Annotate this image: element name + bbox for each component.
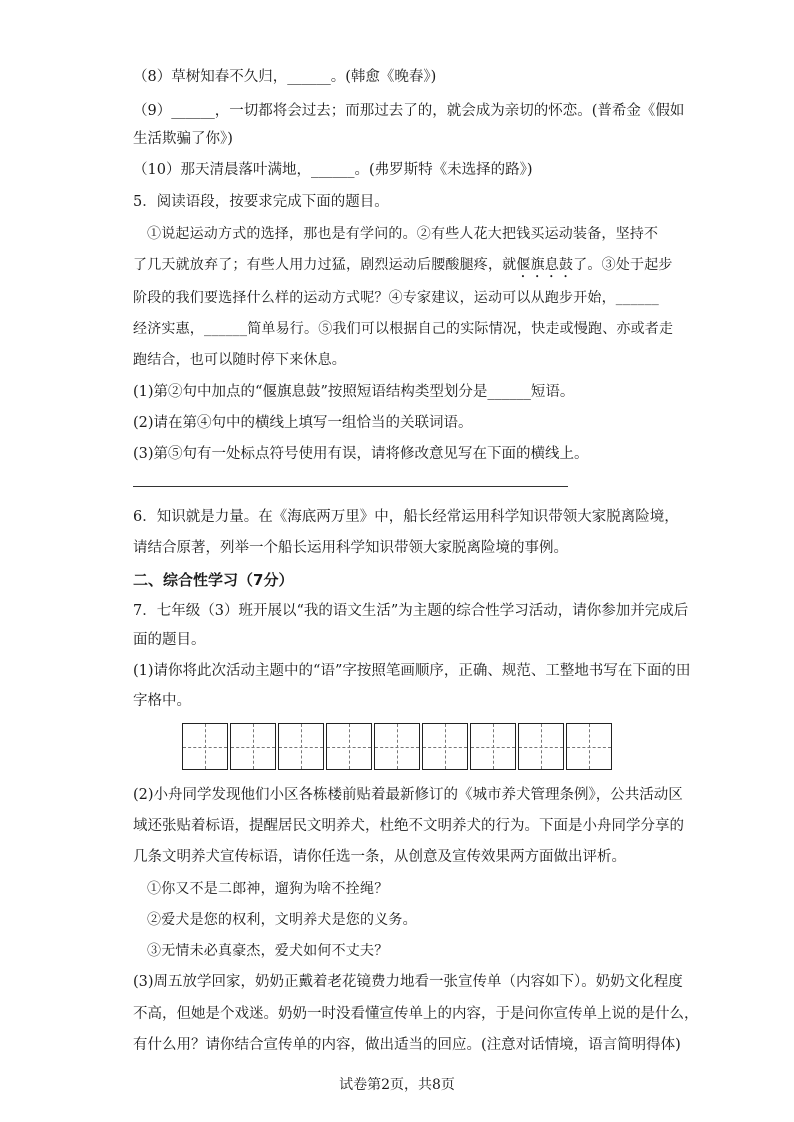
tianzige-cell[interactable] <box>566 723 612 770</box>
passage-line-1: ①说起运动方式的选择，那也是有学问的。②有些人花大把钱买运动装备，坚持不 <box>147 226 659 242</box>
tianzige-cell[interactable] <box>470 723 516 770</box>
slogan-1: ①你又不是二郎神，遛狗为啥不拴绳？ <box>147 881 389 897</box>
fill-in-10: （10）那天清晨落叶满地，______。(弗罗斯特《未选择的路》) <box>133 162 533 178</box>
question-7-2-line-3: 几条文明养犬宣传标语，请你任选一条，从创意及宣传效果两方面做出评析。 <box>133 849 626 865</box>
question-5-3: (3)第⑤句有一处标点符号使用有误，请将修改意见写在下面的横线上。 <box>133 446 589 462</box>
fill-in-9-cont: 生活欺骗了你》) <box>133 131 233 147</box>
slogan-2: ②爱犬是您的权利，文明养犬是您的义务。 <box>147 912 417 928</box>
passage-line-2: 了几天就放弃了；有些人用力过猛，剧烈运动后腰酸腿疼，就偃旗息鼓了。③处于起步 <box>133 257 673 273</box>
tianzige-cell[interactable] <box>326 723 372 770</box>
question-6-line-2: 请结合原著，列举一个船长运用科学知识带领大家脱离险境的事例。 <box>133 540 568 556</box>
question-7-3-line-1: (3)周五放学回家，奶奶正戴着老花镜费力地看一张宣传单（内容如下）。奶奶文化程度 <box>133 974 683 990</box>
question-5-1: (1)第②句中加点的“偃旗息鼓”按照短语结构类型划分是______短语。 <box>133 384 575 400</box>
tianzige-cell[interactable] <box>230 723 276 770</box>
question-6-line-1: 6．知识就是力量。在《海底两万里》中，船长经常运用科学知识带领大家脱离险境， <box>133 509 679 525</box>
tianzige-cell[interactable] <box>182 723 228 770</box>
question-7-1-line-1: (1)请你将此次活动主题中的“语”字按照笔画顺序，正确、规范、工整地书写在下面的田 <box>133 663 691 679</box>
question-7-2-line-1: (2)小舟同学发现他们小区各栋楼前贴着最新修订的《城市养犬管理条例》，公共活动区 <box>133 787 683 803</box>
question-5-2: (2)请在第④句中的横线上填写一组恰当的关联词语。 <box>133 415 473 431</box>
question-7-2-line-2: 域还张贴着标语，提醒居民文明养犬，杜绝不文明养犬的行为。下面是小舟同学分享的 <box>133 818 684 834</box>
fill-in-8: （8）草树知春不久归，______。(韩愈《晚春》) <box>133 69 437 85</box>
answer-line[interactable] <box>133 486 568 487</box>
question-7-3-line-2: 不高，但她是个戏迷。奶奶一时没看懂宣传单上的内容，于是问你宣传单上说的是什么， <box>133 1006 699 1022</box>
section-heading: 二、综合性学习（7分） <box>133 571 294 589</box>
question-7-3-line-3: 有什么用？请你结合宣传单的内容，做出适当的回应。(注意对话情境，语言简明得体) <box>133 1037 681 1053</box>
question-7-1-line-2: 字格中。 <box>133 693 191 709</box>
question-7-line-2: 面的题目。 <box>133 632 206 648</box>
page-footer: 试卷第2页，共8页 <box>339 1077 455 1093</box>
tianzige-cell[interactable] <box>518 723 564 770</box>
question-7-line-1: 7．七年级（3）班开展以“我的语文生活”为主题的综合性学习活动，请你参加并完成后 <box>133 603 689 619</box>
slogan-3: ③无情未必真豪杰，爱犬如何不丈夫？ <box>147 943 389 959</box>
passage-line-5: 跑结合，也可以随时停下来休息。 <box>133 352 346 368</box>
tianzige-cell[interactable] <box>278 723 324 770</box>
tianzige-cell[interactable] <box>422 723 468 770</box>
passage-line-4: 经济实惠，______简单易行。⑤我们可以根据自己的实际情况，快走或慢跑、亦或者走 <box>133 321 674 337</box>
dotted-phrase: 偃旗息鼓 <box>516 257 574 273</box>
passage-line-3: 阶段的我们要选择什么样的运动方式呢？④专家建议，运动可以从跑步开始，______ <box>133 290 659 306</box>
question-5-title: 5．阅读语段，按要求完成下面的题目。 <box>133 194 389 210</box>
fill-in-9: （9）______，一切都将会过去；而那过去了的，就会成为亲切的怀恋。(普希金《假如 <box>133 103 685 119</box>
tianzige-grid <box>182 723 614 770</box>
tianzige-cell[interactable] <box>374 723 420 770</box>
